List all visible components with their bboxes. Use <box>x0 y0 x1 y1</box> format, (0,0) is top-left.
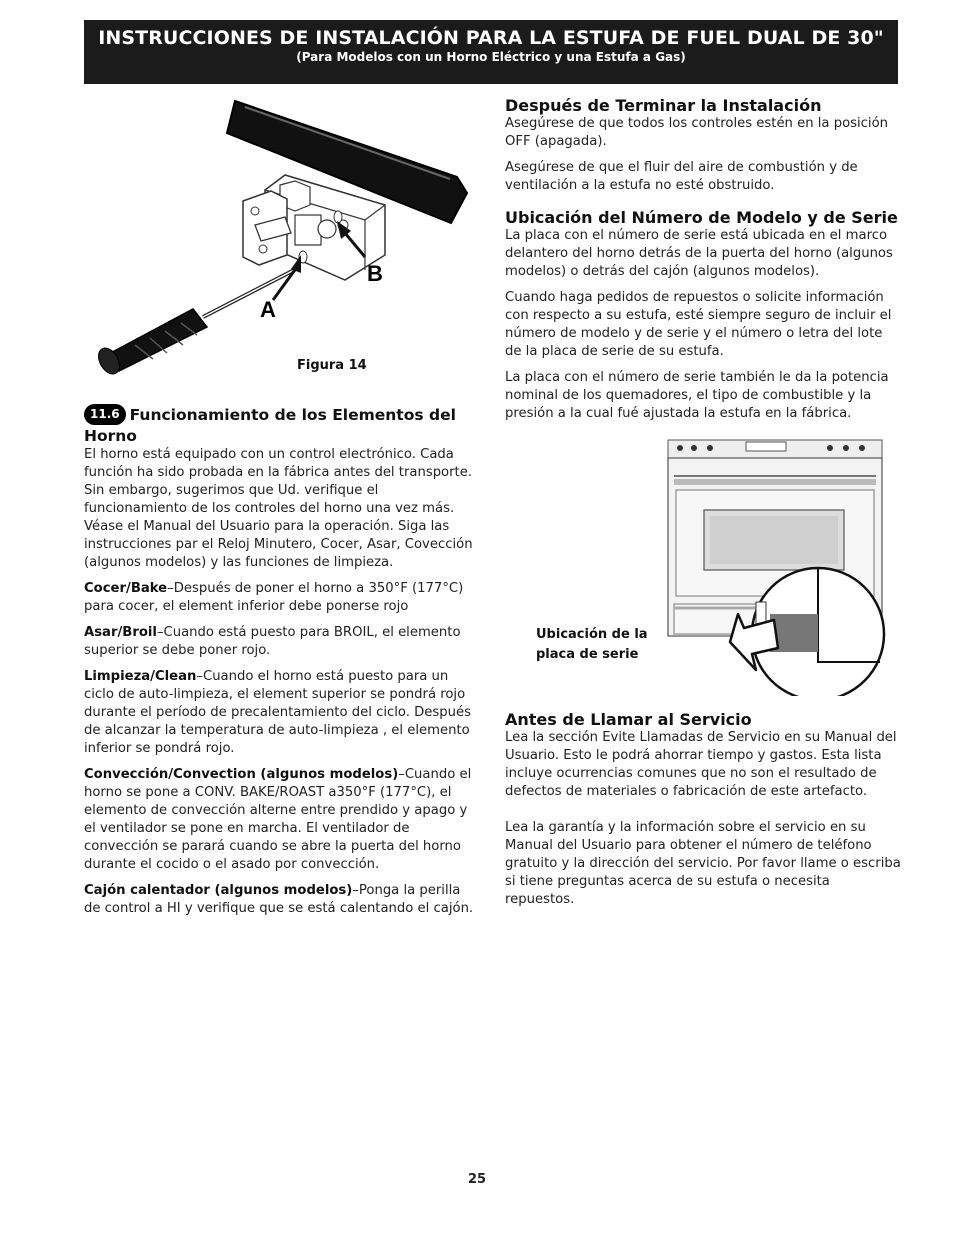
after-install-heading: Después de Terminar la Instalación <box>505 96 822 115</box>
range-illustration <box>660 436 900 696</box>
section-11-6-intro: El horno está equipado con un control electrónico. Cada función ha sido probada en la fábrica antes del transporte. Sin embargo, sugerimos que Ud. verifique el funcionamiento de los controles del horno una vez más. Véase el Manual del Usuario para la operación. Siga las instrucciones par el Reloj Minutero, Cocer, Asar, Covección (algunos modelos) y las funciones de limpieza. <box>84 447 473 570</box>
figure-14-caption: Figura 14 <box>297 358 367 373</box>
item-limpieza: Limpieza/Clean–Cuando el horno está puesto para un ciclo de auto-limpieza, el element superior se pondrá rojo durante el período de precalentamiento del ciclo. Después de alcanzar la temperatura de auto-limpieza , el elemento inferior se pondrá rojo. <box>84 669 471 756</box>
serial-location-p1: La placa con el número de serie está ubicada en el marco delantero del horno detrás de la puerta del horno (algunos modelos) o detrás del cajón (algunos modelos). <box>505 228 893 279</box>
serial-location-heading: Ubicación del Número de Modelo y de Serie <box>505 208 898 227</box>
section-11-6-heading <box>84 406 479 446</box>
arrow-a-icon <box>273 267 297 300</box>
section-badge: 11.6 <box>84 404 126 425</box>
label-a: A <box>260 297 276 322</box>
left-column <box>84 406 479 926</box>
before-service-heading: Antes de Llamar al Servicio <box>505 710 752 729</box>
item-cocer: Cocer/Bake–Después de poner el horno a 350°F (177°C) para cocer, el element inferior debe ponerse rojo <box>84 581 464 614</box>
item-conveccion: Convección/Convection (algunos modelos)–Cuando el horno se pone a CONV. BAKE/ROAST a350°F (177°C), el elemento de convección alterne entre prendido y apago y el ventilador se pone en marcha. El ventilador de convección se parará cuando se abre la puerta del horno durante el cocido o el asado por convección. <box>84 767 472 872</box>
item-cajon: Cajón calentador (algunos modelos)–Ponga la perilla de control a HI y verifique que se está calentando el cajón. <box>84 883 474 916</box>
after-install-p1: Asegúrese de que todos los controles estén en la posición OFF (apagada). <box>505 116 889 149</box>
after-install-p2: Asegúrese de que el fluir del aire de combustión y de ventilación a la estufa no esté obstruido. <box>505 160 858 193</box>
label-b: B <box>367 261 383 286</box>
section-11-6-title: Funcionamiento de los Elementos del Horno <box>84 406 456 445</box>
item-asar: Asar/Broil–Cuando está puesto para BROIL, el elemento superior se debe poner rojo. <box>84 625 461 658</box>
page-number: 25 <box>467 1172 487 1187</box>
screwdriver-icon <box>95 267 300 378</box>
figure-14-illustration <box>95 95 475 385</box>
before-service-p2: Lea la garantía y la información sobre el servicio en su Manual del Usuario para obtener el número de teléfono gratuito y la dirección del servicio. Por favor llame o escriba si tiene preguntas acerca de su estufa o necesita repuestos. <box>505 820 901 907</box>
page-title: INSTRUCCIONES DE INSTALACIÓN PARA LA ESTUFA DE FUEL DUAL DE 30" <box>98 27 884 49</box>
serial-location-p3: La placa con el número de serie también le da la potencia nominal de los quemadores, el tipo de combustible y la presión a la cual fué ajustada la estufa en la fábrica. <box>505 370 889 421</box>
before-service-p1: Lea la sección Evite Llamadas de Servicio en su Manual del Usuario. Esto le podrá ahorrar tiempo y gastos. Esta lista incluye ocurrencias comunes que no son el resultado de defectos de materiales o fabricación de este artefacto. <box>505 730 897 799</box>
serial-plate-caption: Ubicación de la placa de serie <box>536 627 648 662</box>
page-header <box>84 20 898 84</box>
right-column-bottom <box>505 710 903 917</box>
page-subtitle: (Para Modelos con un Horno Eléctrico y una Estufa a Gas) <box>296 50 686 64</box>
right-column-top <box>505 96 900 431</box>
serial-location-p2: Cuando haga pedidos de repuestos o solicite información con respecto a su estufa, esté siempre seguro de incluir el número de modelo y de serie y el número o letra del lote de la placa de serie de su estufa. <box>505 290 892 359</box>
